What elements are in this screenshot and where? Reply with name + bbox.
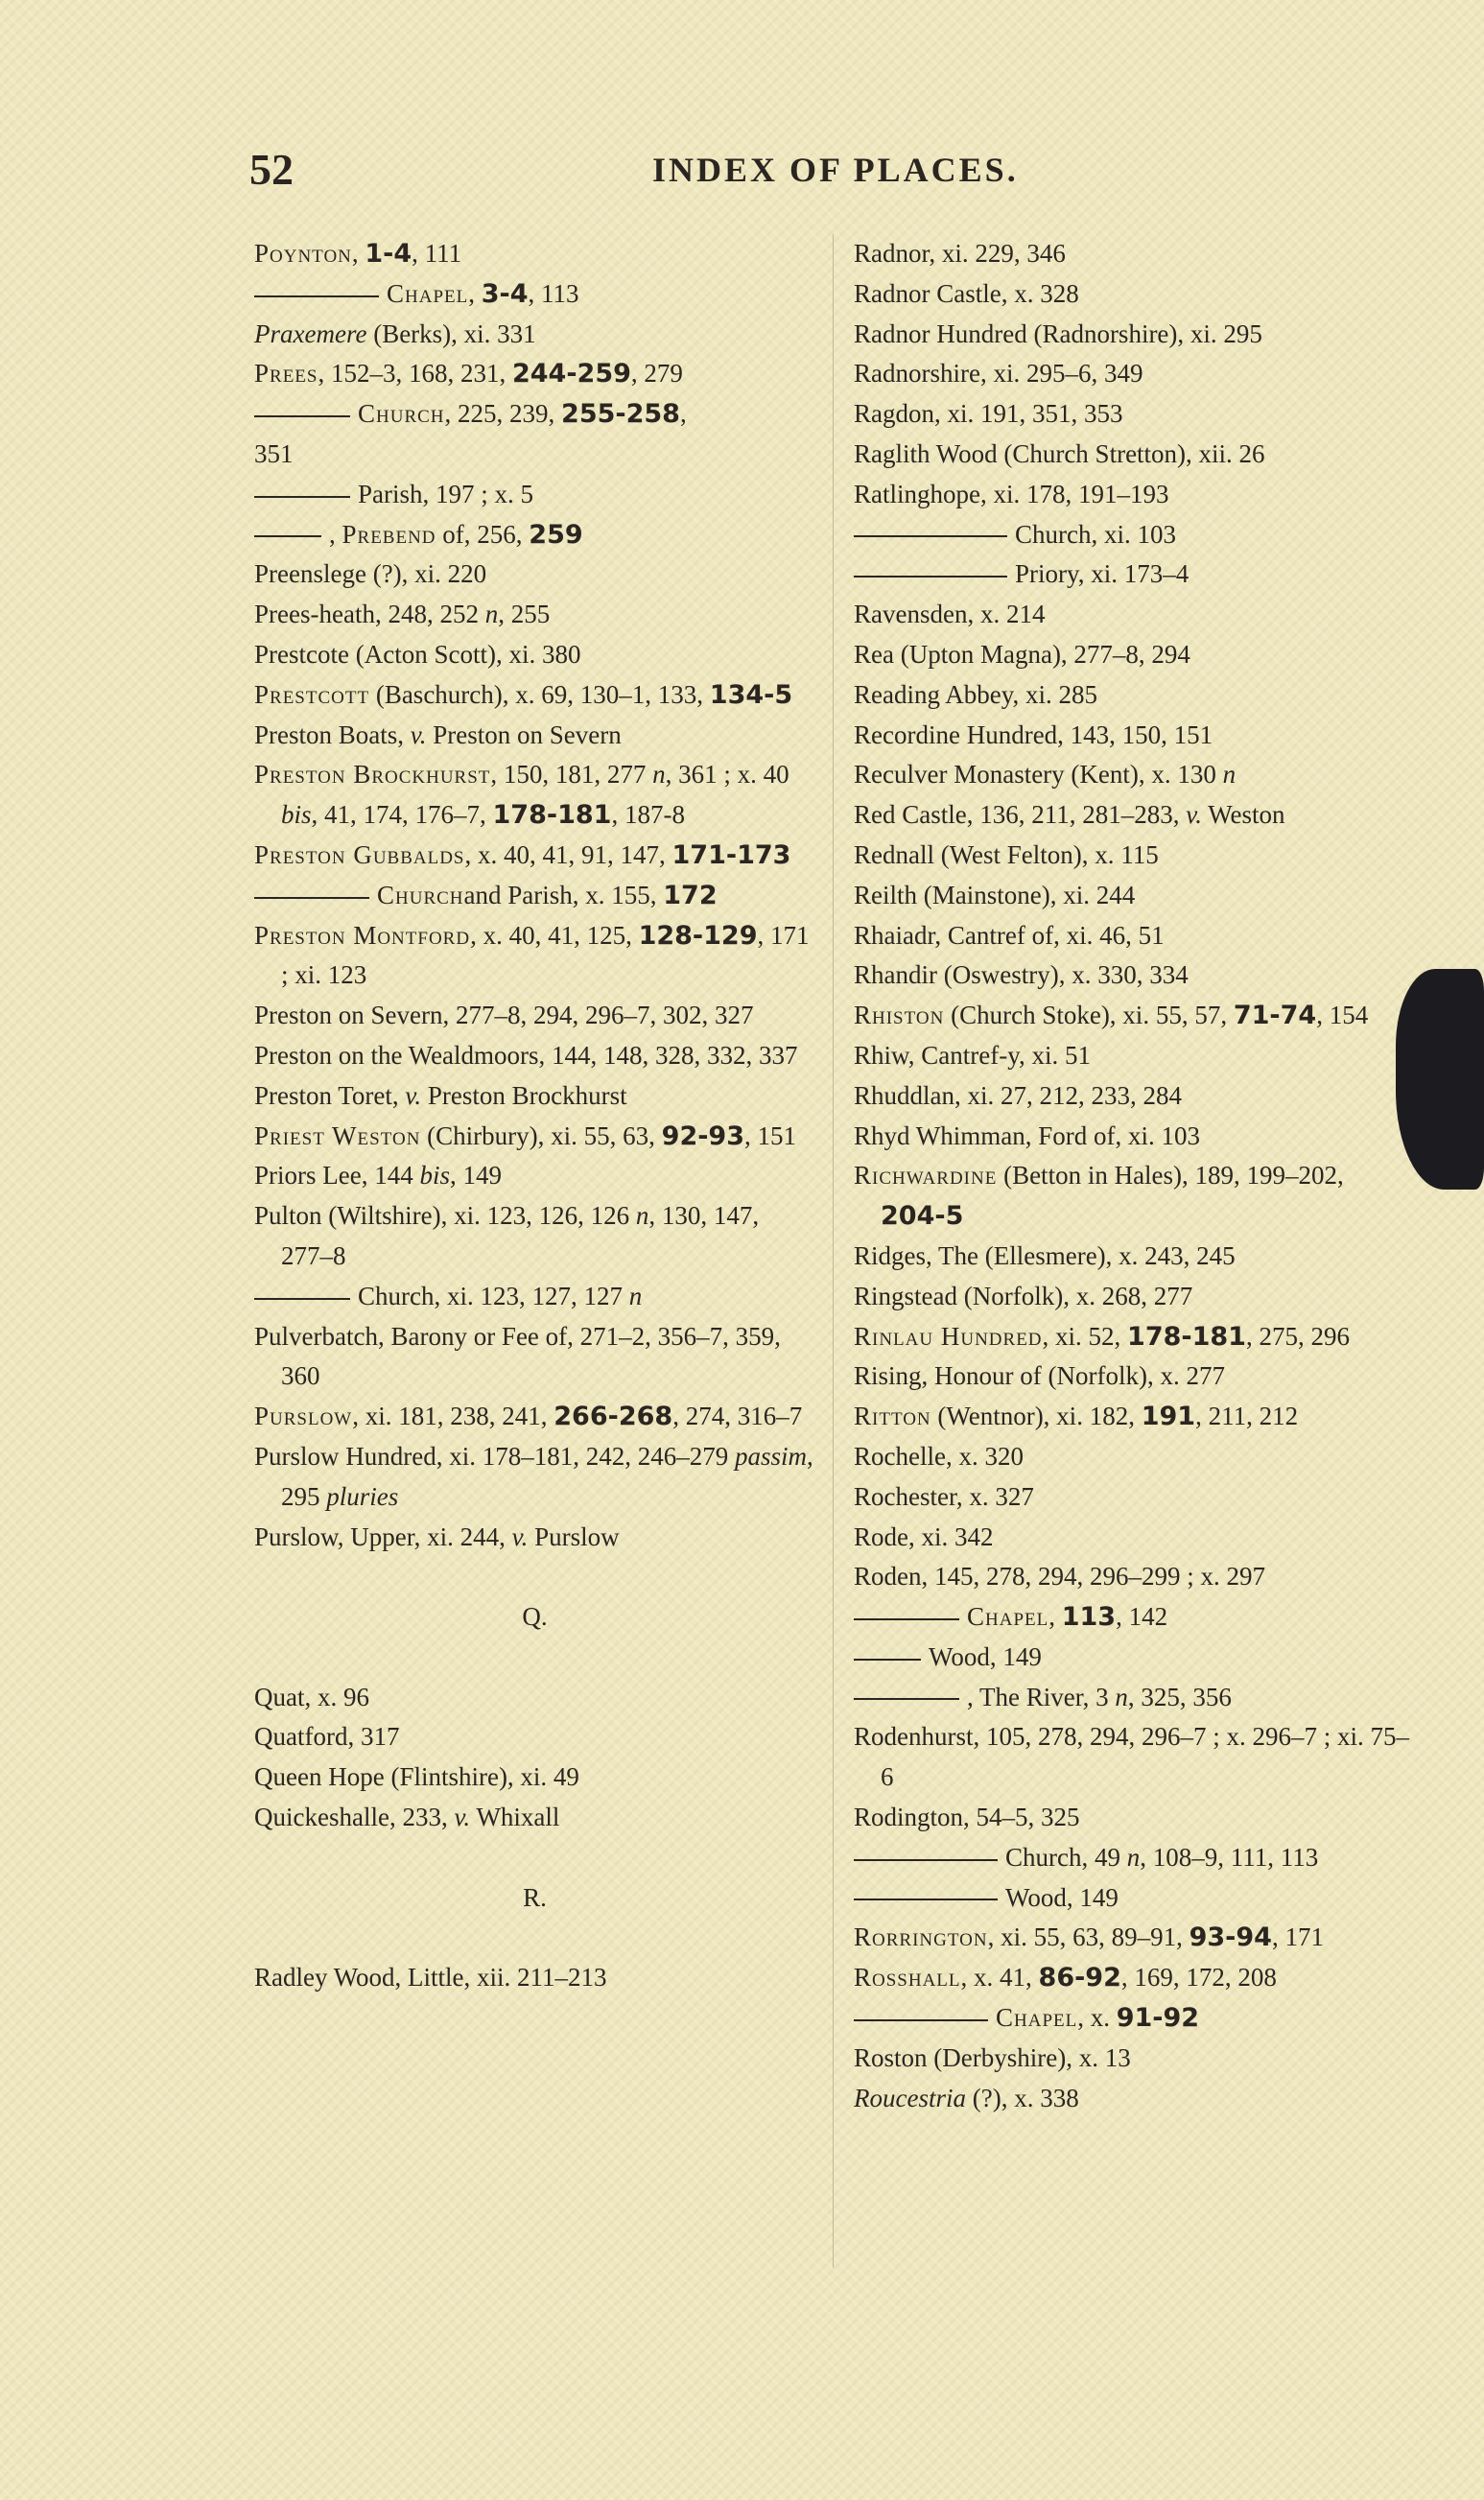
- entry-text: Richwardine: [854, 1161, 998, 1191]
- entry-text: Church, 49: [1005, 1842, 1127, 1872]
- index-entry: [854, 1597, 1410, 1638]
- entry-text: , x. 40, 41, 91, 147,: [464, 839, 672, 869]
- entry-text: , 169, 172, 208: [1120, 1963, 1277, 1993]
- entry-text: 259: [529, 519, 583, 550]
- index-entry: [854, 274, 1410, 315]
- entry-text: n: [635, 1201, 649, 1231]
- index-entry: [254, 1317, 815, 1398]
- entry-text: Recordine Hundred, 143, 150, 151: [854, 719, 1213, 749]
- entry-text: (Church Stoke), xi. 55, 57,: [944, 1001, 1234, 1030]
- entry-text: Quatford, 317: [254, 1722, 400, 1752]
- entry-text: 86-92: [1038, 1963, 1121, 1993]
- entry-text: v.: [511, 1521, 529, 1551]
- entry-text: 172: [663, 880, 718, 910]
- entry-text: , xi. 52,: [1042, 1321, 1128, 1351]
- entry-text: Rodington, 54–5, 325: [854, 1803, 1080, 1832]
- entry-text: , xi. 181, 238, 241,: [352, 1402, 554, 1431]
- entry-text: , 142: [1116, 1602, 1168, 1632]
- entry-text: , 255: [498, 600, 551, 629]
- index-entry: [254, 836, 815, 876]
- index-entry: [254, 1798, 815, 1838]
- entry-text: Preston Boats,: [254, 719, 411, 749]
- index-entry: [854, 1878, 1410, 1919]
- entry-text: Ridges, The (Ellesmere), x. 243, 245: [854, 1240, 1236, 1270]
- entry-text: 244-259: [511, 359, 631, 389]
- entry-text: ,: [679, 399, 687, 429]
- entry-text: , 41, 174, 176–7,: [311, 800, 493, 830]
- index-entry: [854, 1036, 1410, 1076]
- entry-text: Prestcott: [254, 679, 370, 709]
- entry-text: Preston Brockhurst: [254, 760, 491, 790]
- index-entry: [254, 1717, 815, 1757]
- entry-text: Church: [358, 399, 445, 429]
- entry-text: (Berks), xi. 331: [366, 318, 536, 348]
- ditto-dash: [254, 897, 369, 899]
- entry-text: Radnor Hundred (Radnorshire), xi. 295: [854, 318, 1262, 348]
- column-divider: [833, 234, 834, 2268]
- entry-text: Rhiw, Cantref-y, xi. 51: [854, 1040, 1091, 1070]
- index-entry: [854, 1717, 1410, 1798]
- index-entry: [854, 795, 1410, 836]
- entry-text: , 149: [449, 1161, 502, 1191]
- index-entry: [254, 755, 815, 836]
- entry-text: Preston Brockhurst: [421, 1080, 627, 1110]
- entry-text: , 150, 181, 277: [490, 760, 653, 790]
- index-entry: [854, 916, 1410, 956]
- entry-text: Ragdon, xi. 191, 351, 353: [854, 399, 1123, 429]
- entry-text: Weston: [1201, 800, 1285, 830]
- entry-text: , x. 41,: [960, 1963, 1039, 1993]
- entry-text: Roucestria: [854, 2083, 966, 2112]
- entry-text: Rode, xi. 342: [854, 1521, 994, 1551]
- entry-text: Poynton: [254, 239, 352, 268]
- index-entry: [254, 675, 815, 716]
- index-entry: [854, 876, 1410, 916]
- entry-text: , 111: [412, 239, 462, 268]
- index-entry: [854, 1076, 1410, 1117]
- entry-text: n: [652, 760, 666, 790]
- entry-text: n: [1222, 760, 1237, 790]
- entry-text: , 152–3, 168, 231,: [318, 359, 512, 389]
- entry-text: v.: [1186, 800, 1202, 830]
- entry-text: pluries: [326, 1481, 399, 1511]
- entry-text: (?), x. 338: [965, 2083, 1079, 2112]
- ditto-dash: [854, 576, 1007, 578]
- index-entry: [254, 996, 815, 1036]
- entry-text: , x.: [1077, 2003, 1117, 2033]
- ditto-dash: [854, 1659, 921, 1661]
- entry-text: 178-181: [1127, 1321, 1246, 1352]
- entry-text: Radnorshire, xi. 295–6, 349: [854, 359, 1143, 389]
- entry-text: Prees-heath, 248, 252: [254, 600, 485, 629]
- entry-text: Rochester, x. 327: [854, 1481, 1034, 1511]
- entry-text: , 171: [1271, 1922, 1324, 1952]
- entry-text: Rinlau Hundred: [854, 1321, 1043, 1351]
- entry-text: n: [628, 1281, 643, 1310]
- index-entry: [854, 2079, 1410, 2119]
- index-entry: [854, 234, 1410, 274]
- entry-text: Roden, 145, 278, 294, 296–299 ; x. 297: [854, 1562, 1265, 1592]
- entry-text: Chapel: [387, 278, 469, 308]
- index-entry: [854, 394, 1410, 435]
- index-entry: [854, 1918, 1410, 1958]
- index-entry: [254, 1958, 815, 1998]
- ditto-dash: [854, 1859, 998, 1861]
- entry-text: 204-5: [881, 1201, 964, 1232]
- index-entry: [854, 1477, 1410, 1518]
- index-entry: [254, 234, 815, 274]
- entry-text: Church, xi. 103: [1015, 519, 1176, 549]
- index-entry: [854, 1557, 1410, 1597]
- index-entry: [854, 1838, 1410, 1878]
- entry-text: Preston Montford: [254, 920, 471, 950]
- entry-text: Preston Toret,: [254, 1080, 406, 1110]
- entry-text: Rhuddlan, xi. 27, 212, 233, 284: [854, 1080, 1182, 1110]
- entry-text: , 113: [528, 278, 579, 308]
- index-entry: [854, 315, 1410, 355]
- index-entry: [254, 435, 815, 475]
- index-entry: [254, 876, 815, 916]
- entry-text: bis: [419, 1161, 450, 1191]
- entry-text: 91-92: [1116, 2003, 1200, 2034]
- index-entry: [254, 1518, 815, 1558]
- index-entry: [254, 1076, 815, 1117]
- entry-text: , The River, 3: [967, 1682, 1116, 1711]
- entry-text: Purslow: [528, 1521, 620, 1551]
- index-entry: [254, 1437, 815, 1518]
- entry-text: Praxemere: [254, 318, 367, 348]
- entry-text: Wood, 149: [929, 1641, 1042, 1671]
- index-entry: [854, 1156, 1410, 1237]
- page-header: [249, 144, 1017, 201]
- entry-text: , 275, 296: [1245, 1321, 1350, 1351]
- entry-text: Rednall (West Felton), x. 115: [854, 839, 1159, 869]
- index-entry: [854, 1998, 1410, 2039]
- entry-text: 171-173: [671, 839, 791, 870]
- entry-text: Rosshall: [854, 1963, 961, 1993]
- entry-text: Rising, Honour of (Norfolk), x. 277: [854, 1361, 1225, 1391]
- entry-text: , 361 ; x. 40: [665, 760, 789, 790]
- entry-text: Radnor, xi. 229, 346: [854, 239, 1066, 268]
- entry-text: Preenslege (?), xi. 220: [254, 559, 487, 589]
- index-entry: [854, 716, 1410, 756]
- index-entry: [254, 716, 815, 756]
- index-entry: [854, 755, 1410, 795]
- entry-text: Radley Wood, Little, xii. 211–213: [254, 1963, 607, 1993]
- entry-text: Rochelle, x. 320: [854, 1441, 1024, 1471]
- entry-text: Church: [377, 880, 464, 909]
- entry-text: and Parish, x. 155,: [463, 880, 664, 909]
- index-entry: [854, 1397, 1410, 1437]
- index-entry: [254, 554, 815, 595]
- index-entry: [854, 955, 1410, 996]
- entry-text: 134-5: [709, 679, 793, 710]
- entry-text: Roston (Derbyshire), x. 13: [854, 2042, 1131, 2072]
- ditto-dash: [254, 496, 350, 498]
- entry-text: , 279: [630, 359, 683, 389]
- entry-text: , 171 ; xi. 123: [281, 920, 810, 990]
- letter-heading: Q.: [522, 1602, 548, 1632]
- entry-text: 3-4: [481, 278, 529, 309]
- entry-text: Priory, xi. 173–4: [1015, 559, 1190, 589]
- entry-text: Pulton (Wiltshire), xi. 123, 126, 126: [254, 1201, 636, 1231]
- entry-text: 113: [1061, 1602, 1117, 1633]
- entry-text: (Chirbury), xi. 55, 63,: [420, 1120, 662, 1150]
- index-entry: [854, 1437, 1410, 1477]
- entry-text: Priors Lee, 144: [254, 1161, 420, 1191]
- entry-text: Purslow Hundred, xi. 178–181, 242, 246–279: [254, 1441, 735, 1471]
- index-entry: [854, 635, 1410, 675]
- entry-text: Raglith Wood (Church Stretton), xii. 26: [854, 438, 1265, 468]
- index-entry: [254, 394, 815, 435]
- entry-text: (Baschurch), x. 69, 130–1, 133,: [369, 679, 710, 709]
- index-entry: [254, 315, 815, 355]
- index-entry: [854, 1798, 1410, 1838]
- index-entry: [254, 635, 815, 675]
- entry-text: 92-93: [661, 1120, 745, 1151]
- entry-text: , x. 40, 41, 125,: [470, 920, 639, 950]
- entry-text: Pulverbatch, Barony or Fee of, 271–2, 356–7, 359, 360: [254, 1321, 781, 1391]
- entry-text: 1-4: [365, 239, 412, 269]
- ink-blot: [1396, 969, 1484, 1190]
- entry-text: , xi. 55, 63, 89–91,: [987, 1922, 1190, 1952]
- index-entry: [254, 595, 815, 635]
- index-entry: [254, 1117, 815, 1157]
- entry-text: bis: [281, 800, 312, 830]
- entry-text: , 211, 212: [1195, 1402, 1299, 1431]
- running-head: INDEX OF PLACES.: [652, 151, 1019, 189]
- index-entry: [254, 916, 815, 997]
- entry-text: , 130, 147, 277–8: [281, 1201, 760, 1270]
- entry-text: Preston on Severn: [426, 719, 622, 749]
- entry-text: Preston on Severn, 277–8, 294, 296–7, 302, 327: [254, 1001, 754, 1030]
- entry-text: Whixall: [470, 1803, 560, 1832]
- entry-text: 93-94: [1189, 1922, 1272, 1953]
- entry-text: Prees: [254, 359, 318, 389]
- entry-text: of, 256,: [436, 519, 530, 549]
- index-column-left: [254, 234, 815, 1998]
- index-entry: [254, 1196, 815, 1277]
- index-entry: [254, 475, 815, 515]
- entry-text: 255-258: [561, 399, 680, 430]
- entry-text: n: [484, 600, 499, 629]
- entry-text: Reculver Monastery (Kent), x. 130: [854, 760, 1223, 790]
- index-entry: [254, 1277, 815, 1317]
- index-entry: [854, 836, 1410, 876]
- index-column-right: [854, 234, 1410, 2118]
- entry-text: , 108–9, 111, 113: [1140, 1842, 1319, 1872]
- entry-text: Rhaiadr, Cantref of, xi. 46, 51: [854, 920, 1165, 950]
- entry-text: (Betton in Hales), 189, 199–202,: [997, 1161, 1344, 1191]
- entry-text: Preston on the Wealdmoors, 144, 148, 328, 332, 337: [254, 1040, 798, 1070]
- page-number: 52: [249, 145, 294, 194]
- index-entry: [854, 1958, 1410, 1998]
- entry-text: , 154: [1316, 1001, 1369, 1030]
- index-entry: [254, 1036, 815, 1076]
- entry-text: (Wentnor), xi. 182,: [930, 1402, 1142, 1431]
- entry-text: Queen Hope (Flintshire), xi. 49: [254, 1762, 579, 1792]
- index-entry: [854, 1317, 1410, 1357]
- entry-text: Purslow, Upper, xi. 244,: [254, 1521, 512, 1551]
- entry-text: Priest Weston: [254, 1120, 421, 1150]
- ditto-dash: [254, 535, 321, 537]
- index-entry: [854, 435, 1410, 475]
- entry-text: 71-74: [1233, 1001, 1317, 1031]
- entry-text: 128-129: [638, 920, 758, 951]
- index-entry: [254, 1397, 815, 1437]
- index-entry: [854, 475, 1410, 515]
- entry-text: ,: [468, 278, 482, 308]
- index-entry: [854, 354, 1410, 394]
- entry-text: Purslow: [254, 1402, 353, 1431]
- entry-text: n: [1115, 1682, 1128, 1711]
- index-entry: [854, 2039, 1410, 2079]
- entry-text: Rorrington: [854, 1922, 988, 1952]
- index-entry: [254, 1156, 815, 1196]
- entry-text: , 151: [744, 1120, 797, 1150]
- entry-text: v.: [410, 719, 427, 749]
- index-entry: [854, 1117, 1410, 1157]
- index-entry: [854, 1678, 1410, 1718]
- entry-text: Prestcote (Acton Scott), xi. 380: [254, 639, 581, 669]
- entry-text: Rodenhurst, 105, 278, 294, 296–7 ; x. 296–7 ; xi. 75–6: [854, 1722, 1409, 1792]
- entry-text: ,: [351, 239, 365, 268]
- entry-text: 191: [1141, 1402, 1196, 1432]
- entry-text: ,: [1048, 1602, 1062, 1632]
- index-entry: [854, 515, 1410, 555]
- index-entry: [254, 515, 815, 555]
- entry-text: , 187-8: [611, 800, 685, 830]
- entry-text: Reilth (Mainstone), xi. 244: [854, 880, 1136, 909]
- entry-text: Preston Gubbalds: [254, 839, 465, 869]
- entry-text: passim: [735, 1441, 808, 1471]
- ditto-dash: [854, 1698, 959, 1700]
- index-entry: [254, 274, 815, 315]
- entry-text: , 325, 356: [1127, 1682, 1232, 1711]
- entry-text: Ravensden, x. 214: [854, 600, 1046, 629]
- index-entry: [854, 1356, 1410, 1397]
- entry-text: v.: [454, 1803, 471, 1832]
- entry-text: n: [1126, 1842, 1141, 1872]
- entry-text: ,: [329, 519, 342, 549]
- index-entry: [854, 595, 1410, 635]
- entry-text: Rhandir (Oswestry), x. 330, 334: [854, 960, 1189, 990]
- letter-heading: R.: [523, 1882, 547, 1912]
- index-entry: [854, 675, 1410, 716]
- index-entry: [854, 1638, 1410, 1678]
- index-entry: [854, 1518, 1410, 1558]
- entry-text: , 225, 239,: [444, 399, 562, 429]
- index-entry: [254, 1678, 815, 1718]
- ditto-dash: [854, 2019, 988, 2021]
- index-entry: [854, 996, 1410, 1036]
- ditto-dash: [254, 295, 379, 297]
- entry-text: Reading Abbey, xi. 285: [854, 679, 1097, 709]
- entry-text: Radnor Castle, x. 328: [854, 278, 1079, 308]
- entry-text: 266-268: [554, 1402, 673, 1432]
- index-entry: [854, 1237, 1410, 1277]
- ditto-dash: [854, 1618, 959, 1620]
- entry-text: Prebend: [342, 519, 436, 549]
- entry-text: Chapel: [996, 2003, 1078, 2033]
- entry-text: Ringstead (Norfolk), x. 268, 277: [854, 1281, 1193, 1310]
- ditto-dash: [254, 415, 350, 417]
- entry-text: Quickeshalle, 233,: [254, 1803, 455, 1832]
- entry-text: Wood, 149: [1005, 1882, 1119, 1912]
- ditto-dash: [854, 1899, 998, 1900]
- entry-text: Parish, 197 ; x. 5: [358, 479, 534, 508]
- ditto-dash: [254, 1298, 350, 1300]
- entry-text: 351: [254, 438, 294, 468]
- index-entry: [254, 354, 815, 394]
- index-entry: [254, 1757, 815, 1798]
- entry-text: , 274, 316–7: [672, 1402, 803, 1431]
- entry-text: , 295: [281, 1441, 813, 1511]
- index-entry: [854, 554, 1410, 595]
- entry-text: Rea (Upton Magna), 277–8, 294: [854, 639, 1190, 669]
- entry-text: Chapel: [967, 1602, 1049, 1632]
- entry-text: Rhyd Whimman, Ford of, xi. 103: [854, 1120, 1200, 1150]
- ditto-dash: [854, 535, 1007, 537]
- entry-text: Rhiston: [854, 1001, 945, 1030]
- entry-text: Ritton: [854, 1402, 931, 1431]
- entry-text: 178-181: [492, 800, 612, 831]
- entry-text: Red Castle, 136, 211, 281–283,: [854, 800, 1187, 830]
- entry-text: Ratlinghope, xi. 178, 191–193: [854, 479, 1169, 508]
- index-entry: [854, 1277, 1410, 1317]
- entry-text: Quat, x. 96: [254, 1682, 369, 1711]
- entry-text: Church, xi. 123, 127, 127: [358, 1281, 629, 1310]
- entry-text: v.: [405, 1080, 422, 1110]
